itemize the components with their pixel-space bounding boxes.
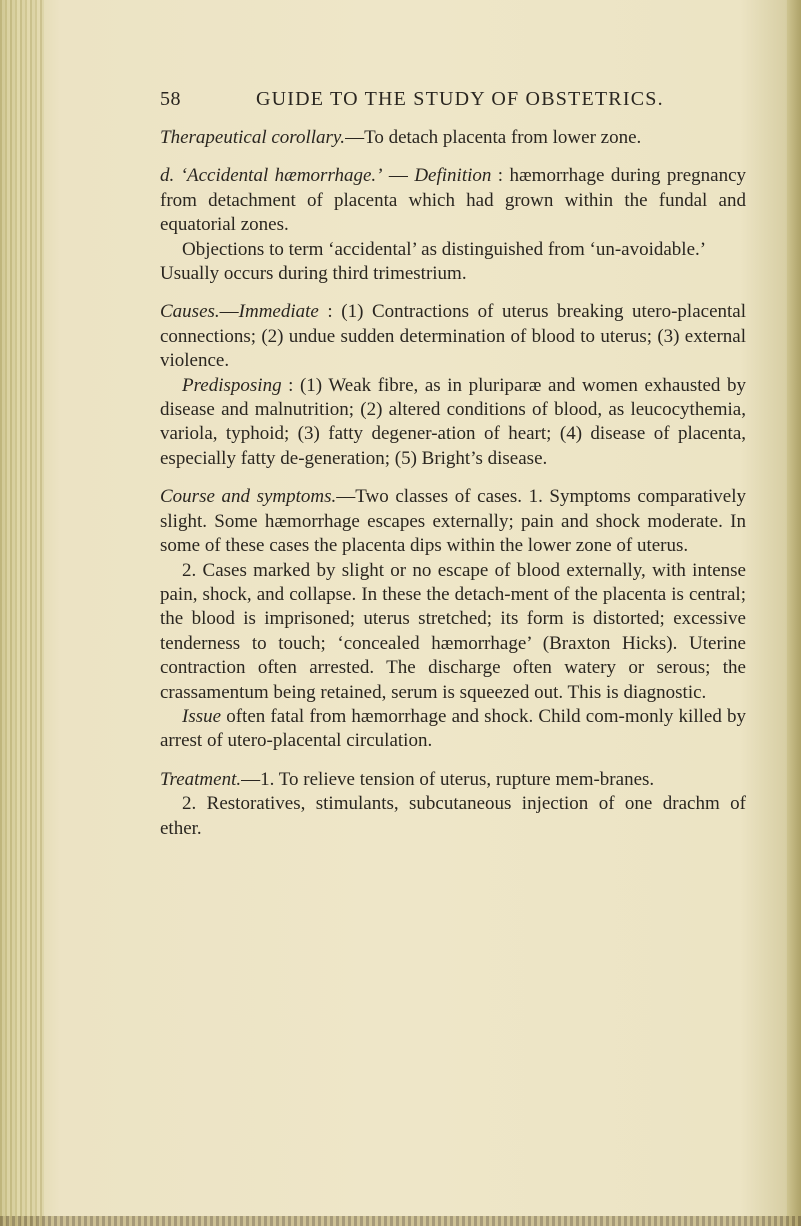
definition-text: : hæmorrhage during pregnancy from detachment of placenta which had grown within the fundal and equatorial zones.: [160, 165, 747, 236]
course-text-1: —Two classes of cases. 1. Symptoms comparatively slight. Some hæmorrhage escapes externally; pain and shock moderate. In some of these cases the placenta dips within the lower zone of uterus.: [160, 486, 746, 557]
course-paragraph-2: 2. Cases marked by slight or no escape of blood externally, with intense pain, shock, and collapse. In these the detach-ment of the placenta is central; the blood is imprisoned; uterus stretched; its form is distorted; excessive tenderness to touch; ‘concealed hæmorrhage’ (Braxton Hicks). Uterine contraction often arrested. The discharge often watery or serous; the crassamentum being retained, serum is squeezed out. This is diagnostic.: [160, 559, 746, 703]
page-edge: [787, 0, 801, 1226]
accidental-dash: —: [382, 165, 415, 187]
immediate-text: : (1) Contractions of uterus breaking utero-placental connections; (2) undue sudden determination of blood to uterus; (3) external violence.: [160, 301, 746, 372]
treatment-paragraph: [160, 768, 746, 792]
usually-paragraph: Usually occurs during third trimestrium.: [160, 263, 467, 285]
treatment-heading: Treatment.: [160, 768, 242, 790]
treatment-text-1: —1. To relieve tension of uterus, rupture mem-branes.: [241, 768, 655, 790]
objections-paragraph: Objections to term ‘accidental’ as distinguished from ‘un-avoidable.’: [182, 238, 707, 260]
page-number: 58: [160, 88, 181, 110]
therapeutic-text: —To detach placenta from lower zone.: [345, 127, 642, 148]
issue-text: often fatal from hæmorrhage and shock. Child com-monly killed by arrest of utero-placental circulation.: [160, 705, 746, 752]
issue-paragraph: [160, 705, 746, 754]
issue-label: Issue: [182, 705, 222, 727]
course-heading: Course and symptoms.: [160, 486, 337, 508]
predisposing-paragraph: [160, 374, 746, 472]
causes-heading: Causes.: [160, 301, 220, 323]
causes-paragraph: Causes.—Immediate : (1) Contractions of uterus breaking utero-placental connections; (2) undue sudden determination of blood to uterus; (3) external violence.: [160, 301, 746, 372]
immediate-label: Immediate: [238, 301, 319, 323]
book-binding-edge: [0, 0, 44, 1226]
accidental-heading: ‘Accidental hæmorrhage.’: [180, 165, 383, 187]
definition-label: Definition: [414, 165, 492, 187]
therapeutic-paragraph: [160, 126, 746, 150]
course-paragraph: [160, 485, 746, 558]
predisposing-text: : (1) Weak fibre, as in pluriparæ and women exhausted by disease and malnutrition; (2) altered conditions of blood, as leucocythemia, variola, typhoid; (3) fatty degener-ation of heart; (4) disease of placenta, especially fatty de-generation; (5) Bright’s disease.: [160, 374, 746, 469]
accidental-paragraph: [160, 164, 746, 237]
accidental-label: d.: [160, 165, 175, 187]
page-bottom-edge: [0, 1216, 801, 1226]
page-body: [160, 126, 746, 841]
therapeutic-heading: Therapeutical corollary.: [160, 127, 346, 148]
treatment-paragraph-2: 2. Restoratives, stimulants, subcutaneous injection of one drachm of ether.: [160, 793, 746, 839]
predisposing-label: Predisposing: [182, 374, 282, 396]
running-title: GUIDE TO THE STUDY OF OBSTETRICS.: [256, 88, 664, 110]
